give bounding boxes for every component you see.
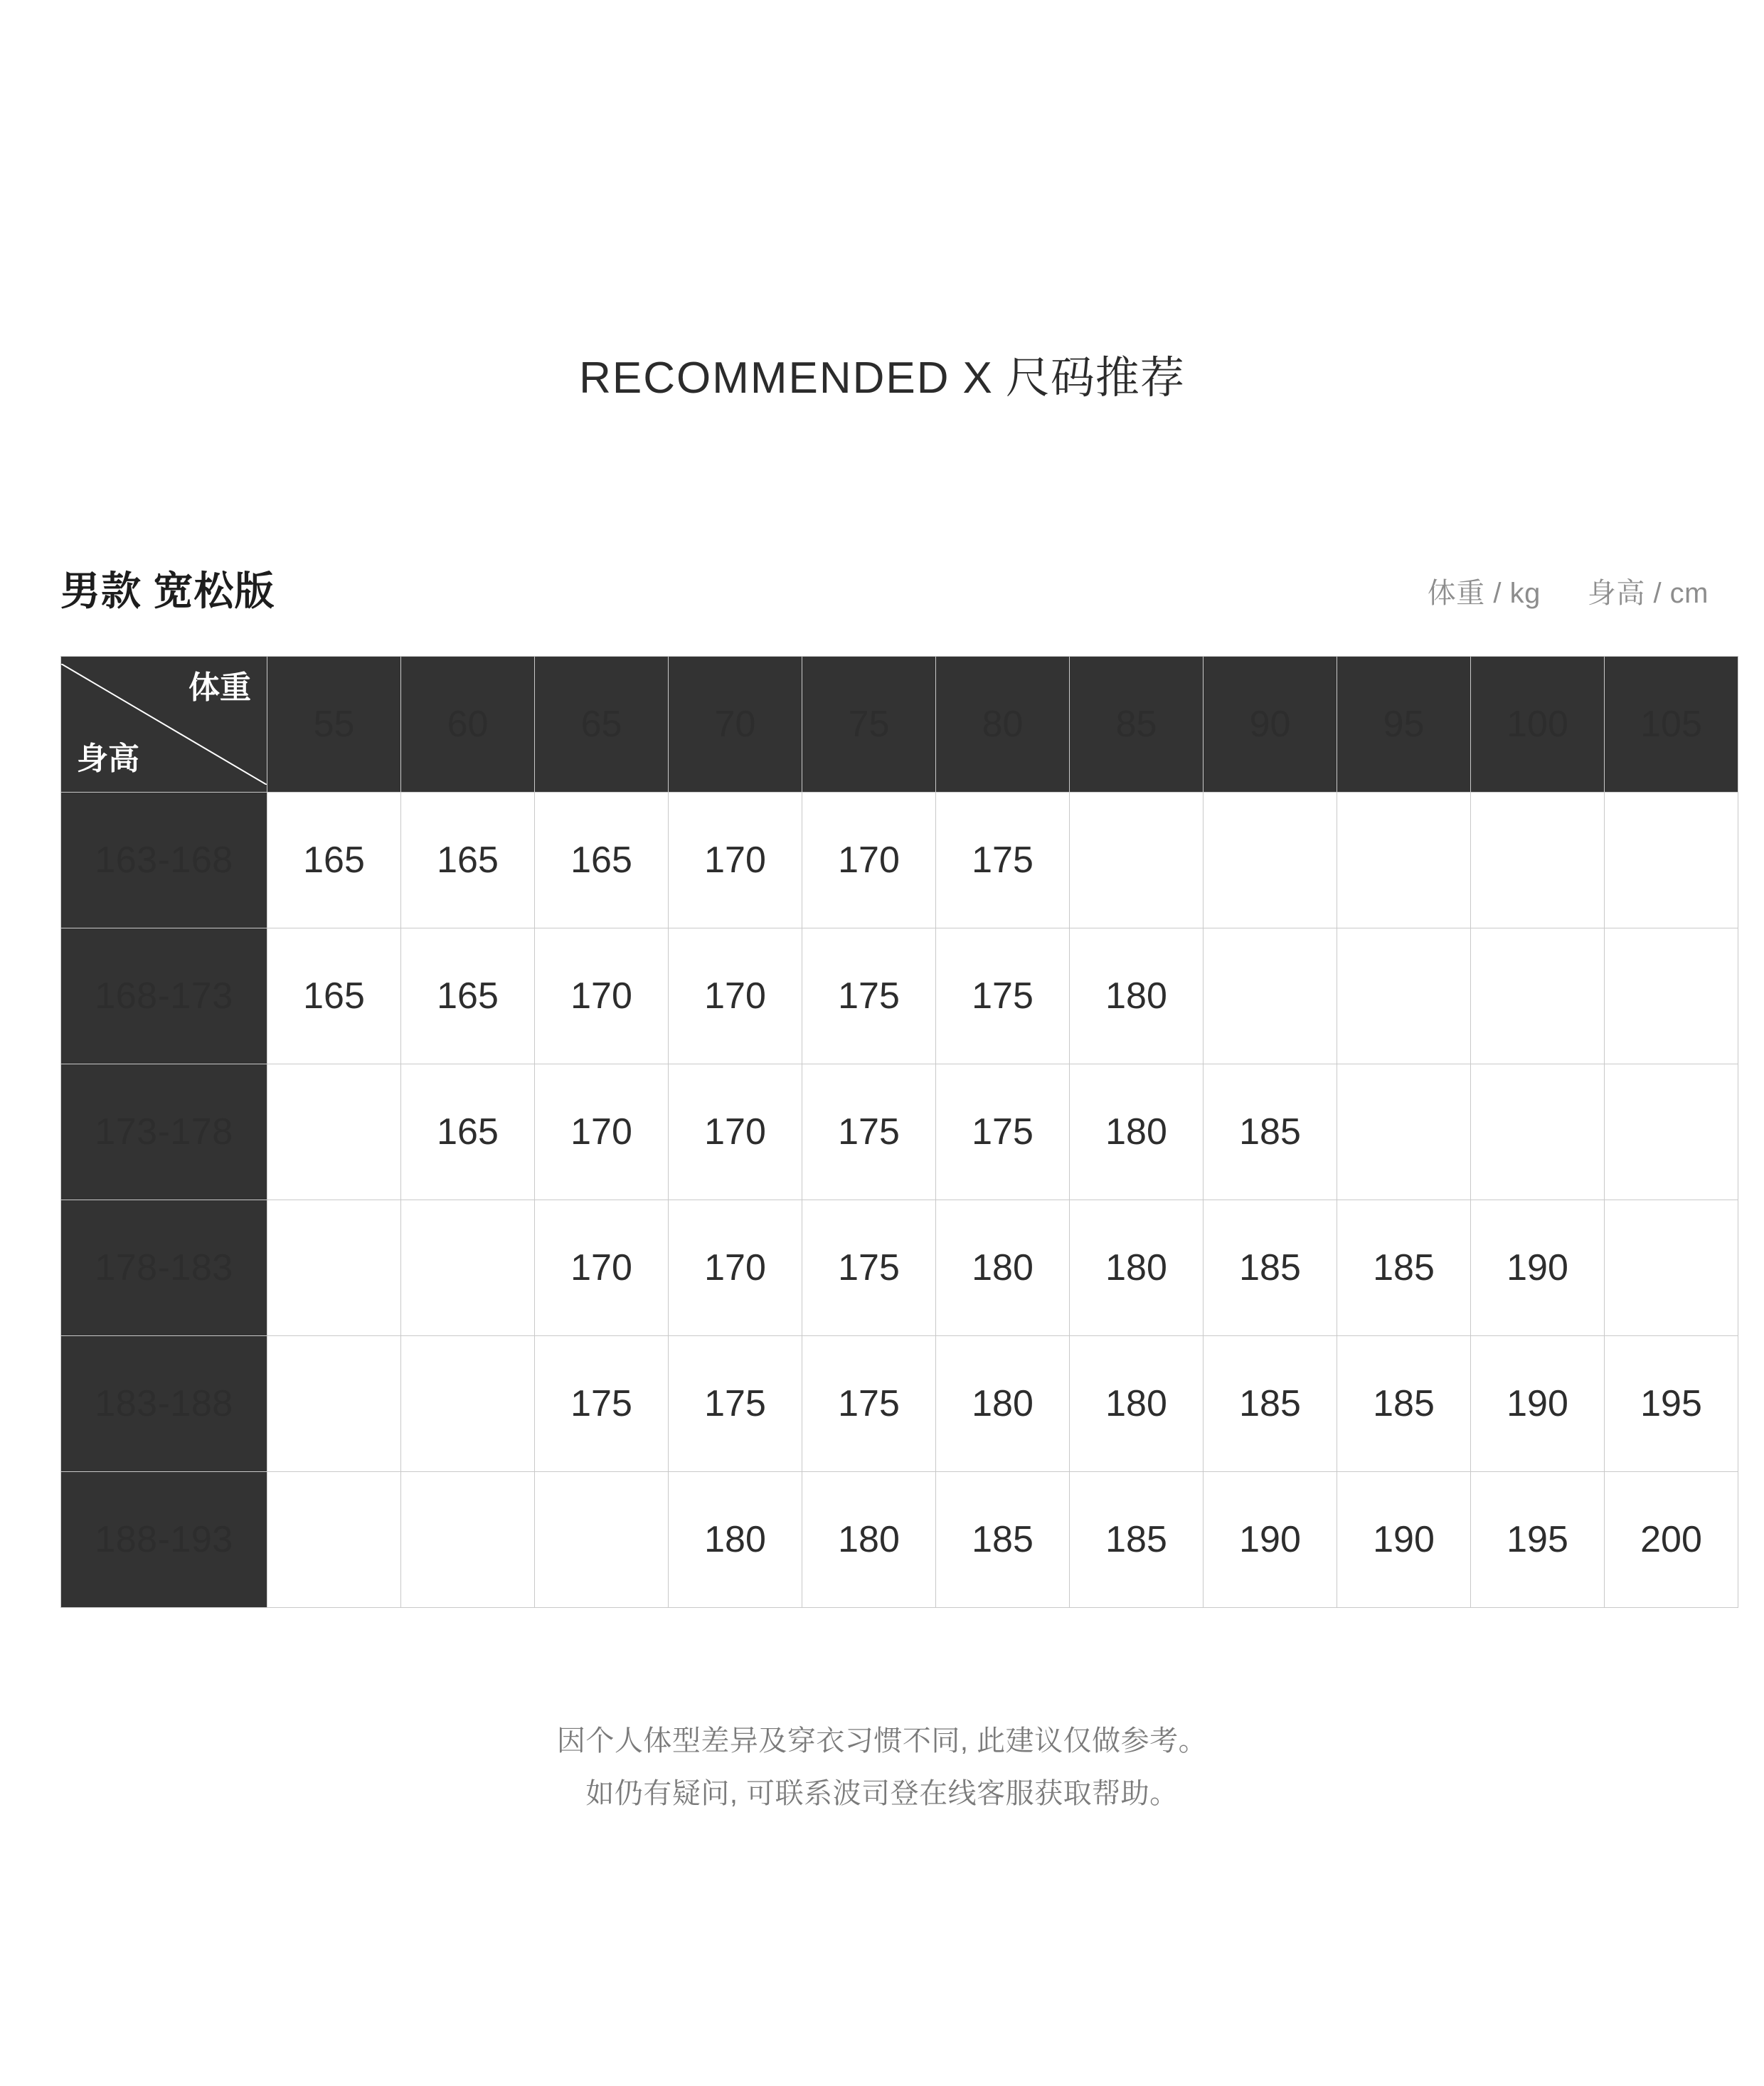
row-header-height-168-173: 168-173 — [61, 928, 267, 1064]
size-cell: 170 — [535, 1200, 669, 1336]
size-cell: 170 — [669, 928, 802, 1064]
size-cell: 170 — [535, 1064, 669, 1200]
corner-height-label: 身高 — [77, 741, 139, 777]
column-header-weight-75: 75 — [802, 657, 936, 793]
size-cell: 165 — [401, 1064, 535, 1200]
size-cell: 185 — [936, 1472, 1070, 1608]
size-cell: 170 — [669, 1064, 802, 1200]
size-cell — [535, 1472, 669, 1608]
size-cell: 170 — [669, 793, 802, 928]
size-cell — [1471, 793, 1605, 928]
size-cell: 180 — [1070, 1064, 1204, 1200]
size-cell: 165 — [401, 793, 535, 928]
size-cell — [1204, 793, 1337, 928]
size-cell: 180 — [669, 1472, 802, 1608]
row-header-height-183-188: 183-188 — [61, 1336, 267, 1472]
unit-height-label: 身高 / cm — [1587, 578, 1709, 610]
section-title: 男款 宽松版 — [60, 568, 275, 614]
footnote-line-2: 如仍有疑问, 可联系波司登在线客服获取帮助。 — [585, 1778, 1179, 1810]
size-cell — [1471, 1064, 1605, 1200]
size-cell — [267, 1472, 401, 1608]
size-cell — [1605, 928, 1738, 1064]
footnote-line-1: 因个人体型差异及穿衣习惯不同, 此建议仅做参考。 — [556, 1725, 1208, 1757]
size-cell — [401, 1200, 535, 1336]
size-cell: 165 — [267, 793, 401, 928]
column-header-weight-105: 105 — [1605, 657, 1738, 793]
size-cell: 175 — [802, 1200, 936, 1336]
size-cell: 175 — [535, 1336, 669, 1472]
size-cell — [1337, 928, 1471, 1064]
page-title-en: RECOMMENDED — [579, 354, 950, 403]
size-cell — [401, 1472, 535, 1608]
column-header-weight-55: 55 — [267, 657, 401, 793]
row-header-height-173-178: 173-178 — [61, 1064, 267, 1200]
column-header-weight-80: 80 — [936, 657, 1070, 793]
column-header-weight-60: 60 — [401, 657, 535, 793]
section-header — [28, 405, 1736, 617]
size-cell: 190 — [1204, 1472, 1337, 1608]
table-corner-cell — [61, 657, 267, 793]
unit-legend — [1428, 571, 1709, 617]
column-header-weight-90: 90 — [1204, 657, 1337, 793]
size-cell: 190 — [1471, 1200, 1605, 1336]
size-cell: 185 — [1204, 1336, 1337, 1472]
size-cell: 195 — [1471, 1472, 1605, 1608]
page-title-cn: 尺码推荐 — [1005, 354, 1185, 403]
size-cell — [1337, 1064, 1471, 1200]
size-cell: 175 — [669, 1336, 802, 1472]
column-header-weight-70: 70 — [669, 657, 802, 793]
size-cell: 185 — [1204, 1200, 1337, 1336]
size-cell — [1605, 1200, 1738, 1336]
size-cell — [267, 1064, 401, 1200]
table-row — [61, 1064, 1738, 1200]
row-header-height-178-183: 178-183 — [61, 1200, 267, 1336]
table-row — [61, 928, 1738, 1064]
size-cell: 185 — [1337, 1200, 1471, 1336]
column-header-weight-85: 85 — [1070, 657, 1204, 793]
row-header-height-163-168: 163-168 — [61, 793, 267, 928]
size-cell: 175 — [936, 1064, 1070, 1200]
table-row — [61, 793, 1738, 928]
size-cell: 180 — [936, 1200, 1070, 1336]
table-header-row — [61, 657, 1738, 793]
row-header-height-188-193: 188-193 — [61, 1472, 267, 1608]
size-cell — [267, 1336, 401, 1472]
size-cell: 165 — [401, 928, 535, 1064]
size-table — [60, 656, 1738, 1608]
table-row — [61, 1472, 1738, 1608]
column-header-weight-65: 65 — [535, 657, 669, 793]
size-cell: 185 — [1070, 1472, 1204, 1608]
size-cell: 170 — [802, 793, 936, 928]
size-cell — [401, 1336, 535, 1472]
size-cell — [267, 1200, 401, 1336]
size-cell — [1605, 793, 1738, 928]
column-header-weight-95: 95 — [1337, 657, 1471, 793]
size-cell: 175 — [936, 928, 1070, 1064]
table-row — [61, 1336, 1738, 1472]
size-cell: 175 — [802, 928, 936, 1064]
size-cell — [1070, 793, 1204, 928]
size-cell: 175 — [802, 1336, 936, 1472]
table-row — [61, 1200, 1738, 1336]
column-header-weight-100: 100 — [1471, 657, 1605, 793]
size-cell: 175 — [936, 793, 1070, 928]
size-cell: 180 — [802, 1472, 936, 1608]
size-cell: 165 — [267, 928, 401, 1064]
size-cell: 190 — [1471, 1336, 1605, 1472]
page-title-separator: X — [962, 354, 993, 403]
size-cell: 185 — [1204, 1064, 1337, 1200]
page-title — [0, 0, 1764, 405]
size-cell — [1337, 793, 1471, 928]
footnote — [0, 1608, 1764, 1820]
unit-weight-label: 体重 / kg — [1427, 578, 1541, 610]
size-cell — [1204, 928, 1337, 1064]
size-cell: 180 — [1070, 1200, 1204, 1336]
size-cell: 180 — [936, 1336, 1070, 1472]
size-cell: 165 — [535, 793, 669, 928]
size-cell: 190 — [1337, 1472, 1471, 1608]
size-cell — [1605, 1064, 1738, 1200]
size-cell: 170 — [535, 928, 669, 1064]
size-cell: 195 — [1605, 1336, 1738, 1472]
size-cell: 180 — [1070, 1336, 1204, 1472]
size-cell: 200 — [1605, 1472, 1738, 1608]
size-cell — [1471, 928, 1605, 1064]
size-cell: 175 — [802, 1064, 936, 1200]
size-table-container — [28, 617, 1736, 1608]
size-cell: 185 — [1337, 1336, 1471, 1472]
size-cell: 170 — [669, 1200, 802, 1336]
size-cell: 180 — [1070, 928, 1204, 1064]
corner-weight-label: 体重 — [188, 670, 251, 706]
